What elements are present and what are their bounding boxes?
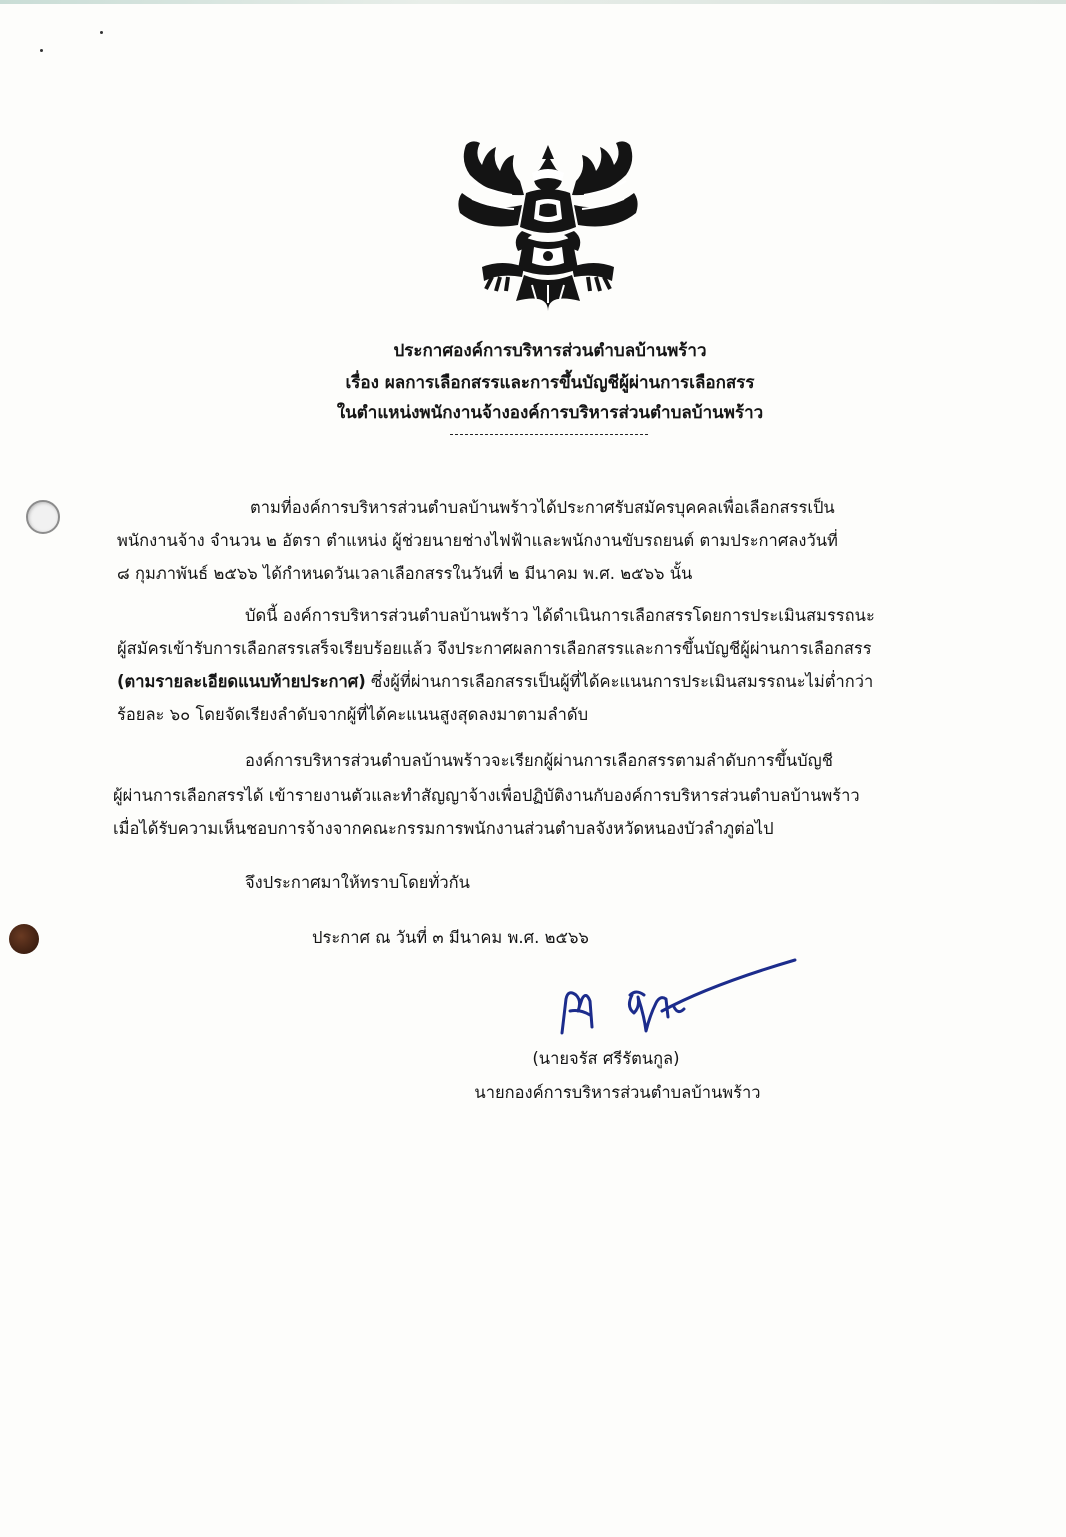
paragraph-line: พนักงานจ้าง จำนวน ๒ อัตรา ตำแหน่ง ผู้ช่วยนายช่างไฟฟ้าและพนักงานขับรถยนต์ ตามประกาศลงวันที่: [117, 531, 838, 550]
paragraph-text: ซึ่งผู้ที่ผ่านการเลือกสรรเป็นผู้ที่ได้คะแนนการประเมินสมรรถนะไม่ต่ำกว่า: [371, 672, 874, 691]
speck: [40, 49, 43, 52]
attachment-note: (ตามรายละเอียดแนบท้ายประกาศ): [117, 672, 366, 691]
paragraph-line: ๘ กุมภาพันธ์ ๒๕๖๖ ได้กำหนดวันเวลาเลือกสรรในวันที่ ๒ มีนาคม พ.ศ. ๒๕๖๖ นั้น: [117, 564, 693, 583]
paragraph-line: องค์การบริหารส่วนตำบลบ้านพร้าวจะเรียกผู้ผ่านการเลือกสรรตามลำดับการขึ้นบัญชี: [245, 751, 833, 770]
paragraph-line: ผู้ผ่านการเลือกสรรได้ เข้ารายงานตัวและทำสัญญาจ้างเพื่อปฏิบัติงานกับองค์การบริหารส่วนตำบลบ้านพร้าว: [113, 786, 860, 805]
paragraph-line: ผู้สมัครเข้ารับการเลือกสรรเสร็จเรียบร้อยแล้ว จึงประกาศผลการเลือกสรรและการขึ้นบัญชีผู้ผ่านการเลือกสรร: [117, 639, 872, 658]
paragraph-line: เมื่อได้รับความเห็นชอบการจ้างจากคณะกรรมการพนักงานส่วนตำบลจังหวัดหนองบัวลำภูต่อไป: [113, 819, 774, 838]
signatory-name: (นายจรัส ศรีรัตนกูล): [532, 1049, 680, 1068]
punch-hole: [9, 924, 39, 954]
speck: [100, 31, 103, 34]
signatory-title: นายกองค์การบริหารส่วนตำบลบ้านพร้าว: [474, 1083, 761, 1102]
announcement-date: ประกาศ ณ วันที่ ๓ มีนาคม พ.ศ. ๒๕๖๖: [312, 928, 589, 947]
header-divider: [450, 434, 648, 435]
paragraph-line: จึงประกาศมาให้ทราบโดยทั่วกัน: [245, 873, 470, 892]
paragraph-line: ตามที่องค์การบริหารส่วนตำบลบ้านพร้าวได้ประกาศรับสมัครบุคคลเพื่อเลือกสรรเป็น: [250, 498, 835, 517]
document-title: ประกาศองค์การบริหารส่วนตำบลบ้านพร้าว: [393, 341, 707, 361]
punch-hole: [26, 500, 60, 534]
signature: [550, 955, 800, 1045]
garuda-emblem-icon: [452, 135, 644, 315]
document-subject-line2: ในตำแหน่งพนักงานจ้างองค์การบริหารส่วนตำบลบ้านพร้าว: [336, 403, 764, 423]
paragraph-line: บัดนี้ องค์การบริหารส่วนตำบลบ้านพร้าว ได้ดำเนินการเลือกสรรโดยการประเมินสมรรถนะ: [245, 606, 875, 625]
paragraph-line: [117, 671, 873, 693]
top-edge: [0, 0, 1066, 4]
paragraph-line: ร้อยละ ๖๐ โดยจัดเรียงลำดับจากผู้ที่ได้คะแนนสูงสุดลงมาตามลำดับ: [117, 705, 589, 724]
document-subject: เรื่อง ผลการเลือกสรรและการขึ้นบัญชีผู้ผ่านการเลือกสรร: [345, 373, 755, 393]
